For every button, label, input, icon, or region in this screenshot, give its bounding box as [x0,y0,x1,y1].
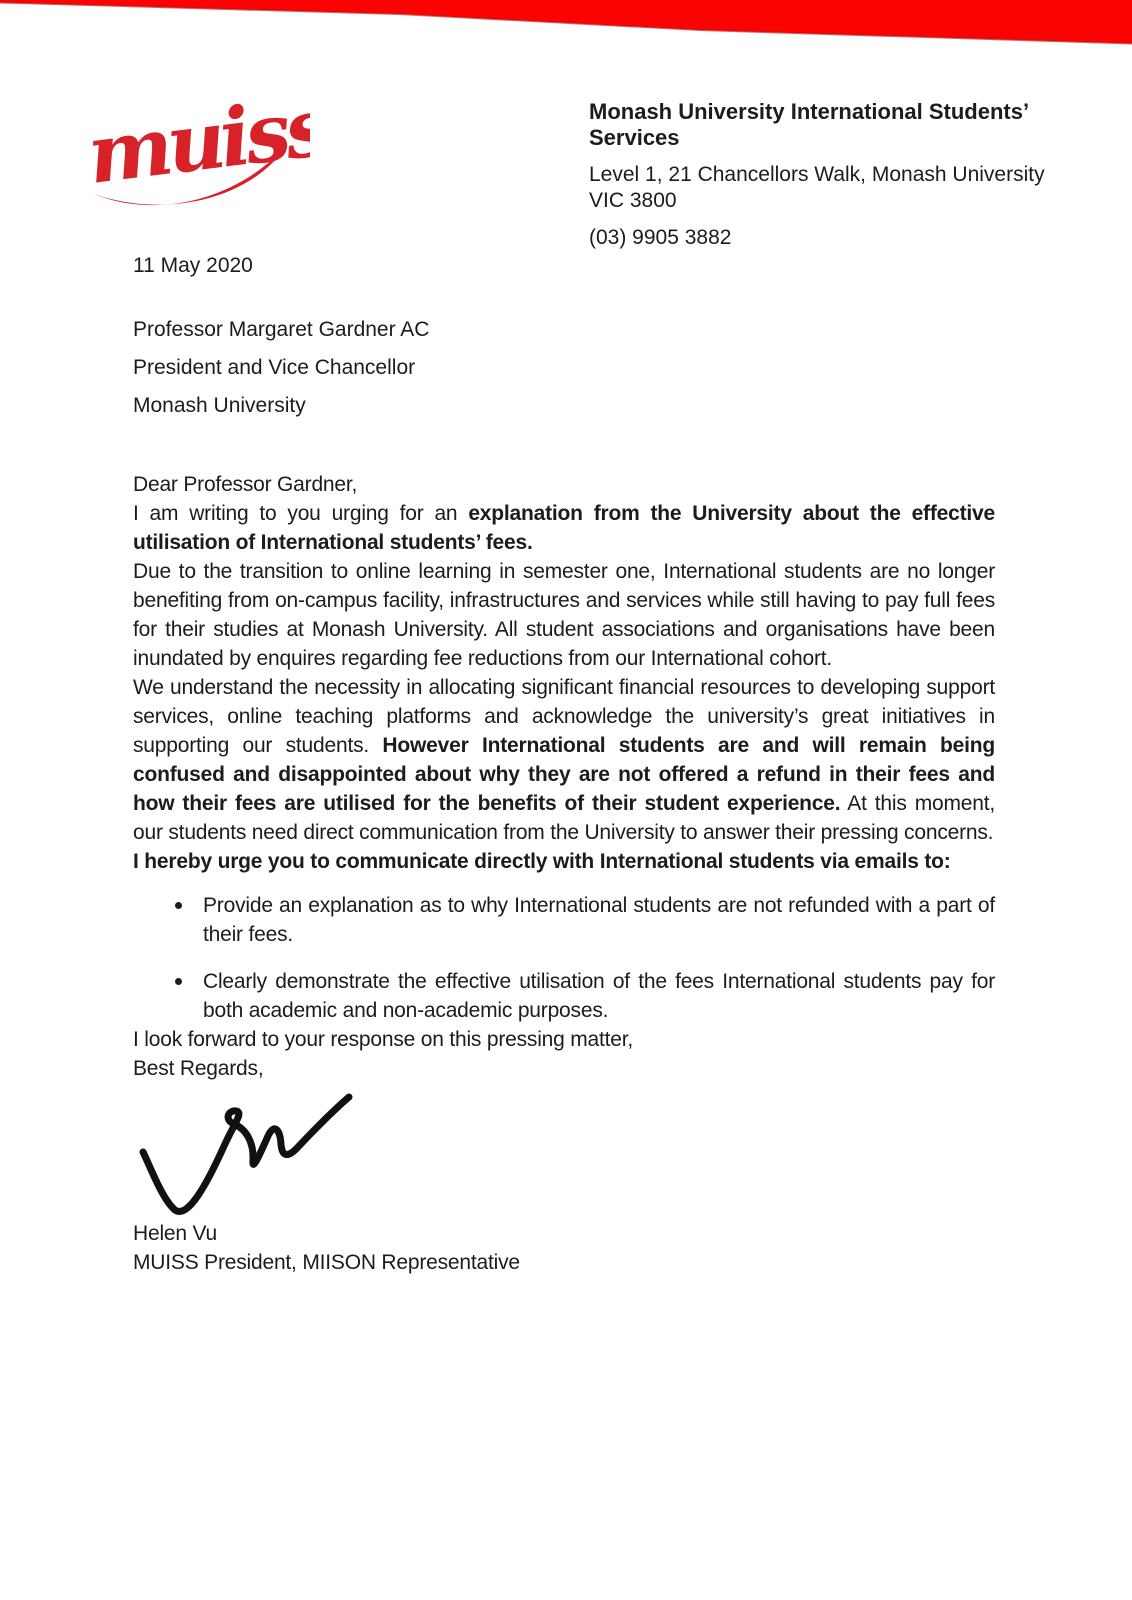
text-run: Due to the transition to online learning in semester one, International students are no longer benefiting from on-campus facility, infrastructures and services while still having to pay full fees for their studies at Monash University. All student associations and organisations have been inundated by enquires regarding fee reductions from our International cohort. [133,560,995,670]
paragraph-1 [133,499,995,557]
red-banner-graphic [0,0,1132,48]
bullet-item: Clearly demonstrate the effective utilisation of the fees International students pay for both academic and non-academic purposes. [133,967,995,1025]
recipient-block [133,311,429,425]
recipient-name: Professor Margaret Gardner AC [133,318,430,341]
signature-name: Helen Vu [133,1222,218,1245]
bullet-item: Provide an explanation as to why International students are not refunded with a part of their fees. [133,891,995,949]
recipient-org: Monash University [133,394,306,417]
text-run: We understand the necessity in allocating significant financial resources to developing support services, online teaching platforms and acknowledge the university’s great initiatives in supporting our students. [133,676,995,757]
letter-body [133,470,995,1277]
letterhead [589,99,1059,262]
recipient-title: President and Vice Chancellor [133,356,416,379]
salutation: Dear Professor Gardner, [133,473,358,496]
signoff: Best Regards, [133,1057,264,1080]
paragraph-3 [133,673,995,847]
bullet-list [133,891,995,1025]
text-run: I am writing to you urging for an [133,502,469,525]
bold-text-run: However International students are and will remain being confused and disappointed about why they are not offered a refund in their fees and how their fees are utilised for the benefits of their student experience. [133,734,995,815]
org-phone: (03) 9905 3882 [589,226,732,249]
closing-line: I look forward to your response on this pressing matter, [133,1028,634,1051]
urge-line: I hereby urge you to communicate directly with International students via emails to: [133,850,951,873]
bold-text-run: explanation from the University about the effective utilisation of International students’ fees. [133,502,995,554]
paragraph-2 [133,557,995,673]
signature-role: MUISS President, MIISON Representative [133,1251,520,1274]
text-run: At this moment, our students need direct communication from the University to answer their pressing concerns. [133,792,995,844]
letter-date: 11 May 2020 [133,254,253,277]
org-name: Monash University International Students’ Services [589,99,1028,150]
org-address: Level 1, 21 Chancellors Walk, Monash University VIC 3800 [589,163,1045,212]
muiss-logo-text: muiss [82,79,310,202]
handwritten-signature [137,1089,359,1219]
muiss-logo [82,76,310,222]
